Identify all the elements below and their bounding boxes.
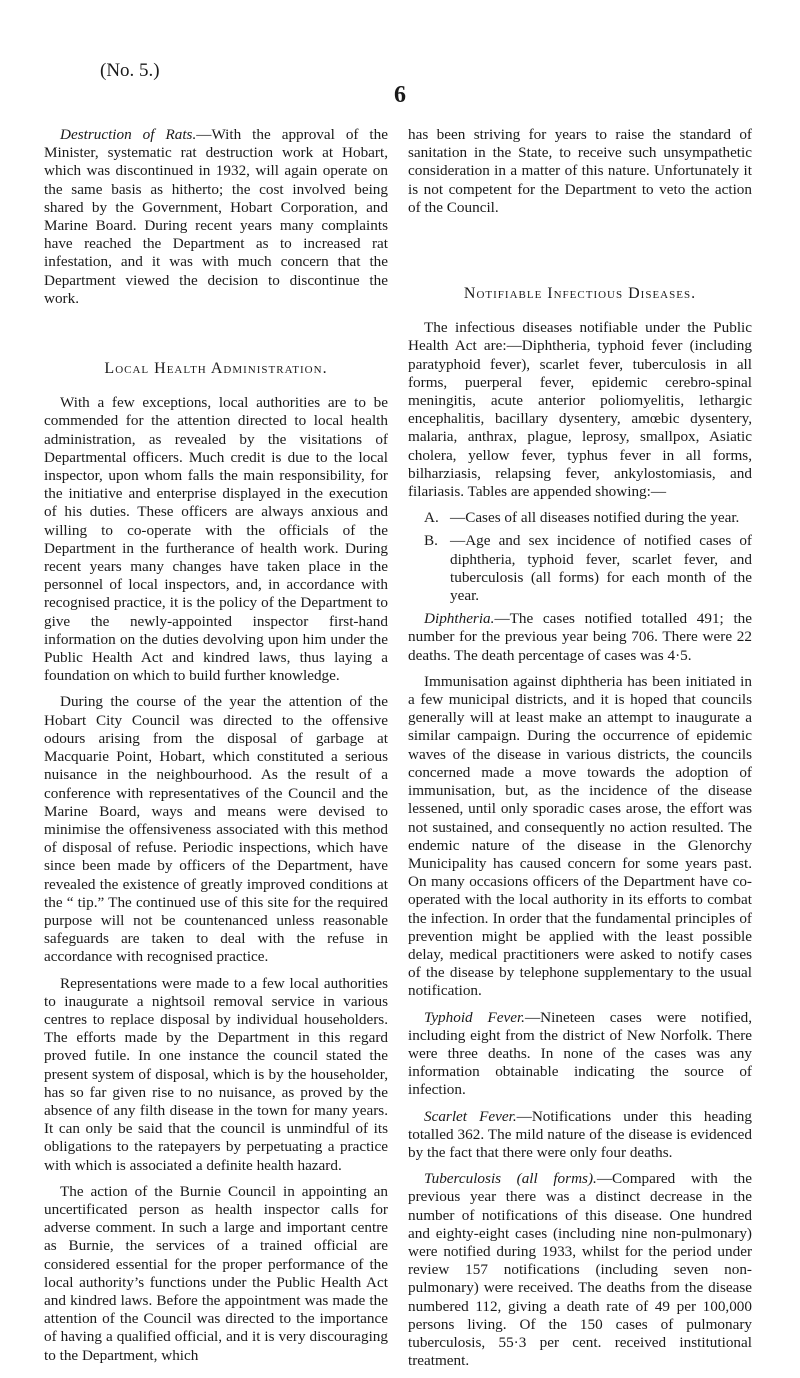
list-item — [424, 509, 752, 527]
paragraph-diphtheria — [408, 610, 752, 665]
paragraph: With a few exceptions, local authorities are to be commended for the attention directed to local health administration, as revealed by the visitations of Departmental officers. Much credit is due to the local inspector, upon whom falls the main responsibility, for the initiative and enterprise displayed in the execution of his duties. These officers are always anxious and willing to co-operate with the officials of the Department in the furtherance of health work. During recent years many changes have taken place in the personnel of local inspectors, and, in accordance with recognised practice, it is the policy of the Department to give the newly-appointed inspector first-hand information on the duties devolving upon him under the Public Health Act and kindred laws, thus laying a foundation on which to build further knowledge. — [44, 394, 388, 685]
run-in-heading: Diphtheria. — [424, 610, 495, 628]
paragraph-rat-destruction — [44, 126, 388, 308]
paragraph-scarlet-fever — [408, 1108, 752, 1163]
list-text: —Cases of all diseases notified during the year. — [450, 509, 740, 527]
left-column — [44, 126, 388, 1373]
list-text: —Age and sex incidence of notified cases of diphtheria, typhoid fever, scarlet fever, and tuberculosis (all forms) for each month of the year. — [450, 532, 752, 605]
section-heading-local-health: Local Health Administration. — [104, 360, 328, 378]
list-item — [424, 532, 752, 605]
right-column — [408, 126, 752, 1378]
paragraph-tuberculosis — [408, 1170, 752, 1370]
paragraph-typhoid — [408, 1009, 752, 1100]
page-number: 6 — [394, 82, 406, 108]
run-in-heading: Destruction of Rats. — [60, 126, 197, 143]
paragraph-text: —With the approval of the Minister, systematic rat destruction work at Hobart, which was discontinued in 1932, will again operate on the same basis as hitherto; the cost involved being shared by the Government, Hobart Corporation, and Marine Board. During recent years many complaints have reached the Department as to increased rat infestation, and it was with much concern that the Department viewed the decision to discontinue the work. — [44, 126, 388, 307]
paragraph: The infectious diseases notifiable under the Public Health Act are:—Diphtheria, typhoid fever (including paratyphoid fever), scarlet fever, tuberculosis in all forms, puerperal fever, epidemic cerebro-spinal meningitis, acute anterior poliomyelitis, lethargic encephalitis, bacillary dysentery, amœbic dysentery, malaria, anthrax, plague, leprosy, smallpox, Asiatic cholera, yellow fever, typhus fever in all forms, bilharziasis, relapsing fever, ankylostomiasis, and filariasis. Tables are appended showing:— — [408, 319, 752, 501]
paragraph-text: —Nineteen cases were notified, including eight from the district of New Norfolk. There were three deaths. In none of the cases was any information obtainable indicating the source of infection. — [408, 1008, 752, 1099]
paragraph: The action of the Burnie Council in appointing an uncertificated person as health inspector calls for adverse comment. In such a large and important centre as Burnie, the services of a trained official are considered essential for the proper performance of the local authority’s functions under the Public Health Act and kindred laws. Before the appointment was made the attention of the Council was directed to the importance of having a qualified official, and it is very discouraging to the Department, which — [44, 1182, 388, 1364]
list-marker: A. — [424, 509, 439, 527]
paragraph-text: —Notifications under this heading totalled 362. The mild nature of the disease is evidenced by the fact that there were only four deaths. — [408, 1107, 752, 1161]
run-in-heading: Typhoid Fever. — [424, 1008, 525, 1026]
list-marker: B. — [424, 532, 438, 550]
document-number: (No. 5.) — [100, 60, 160, 81]
run-in-heading: Scarlet Fever. — [424, 1107, 517, 1125]
paragraph: Representations were made to a few local authorities to inaugurate a nightsoil removal service in various centres to replace disposal by individual householders. The efforts made by the Department in this regard proved futile. In one instance the council stated the present system of disposal, which is by the householder, has so far given rise to no nuisance, as proved by the absence of any filth disease in the town for many years. It can only be said that the council is unmindful of its obligations to the ratepayers by perpetuating a practice with which is associated a definite health hazard. — [44, 974, 388, 1174]
run-in-heading: Tuberculosis (all forms). — [424, 1170, 597, 1188]
paragraph-text: —The cases notified totalled 491; the number for the previous year being 706. There were 22 deaths. The death percentage of cases was 4·5. — [408, 610, 752, 664]
paragraph: Immunisation against diphtheria has been initiated in a few municipal districts, and it is hoped that councils generally will at least make an attempt to inaugurate a similar campaign. During the occurrence of epidemic waves of the disease in various districts, the councils concerned made a move towards the adoption of immunisation, but, as the incidence of the disease lessened, until only sporadic cases arose, the effort was not sustained, and consequently no action resulted. The endemic nature of the disease in the Glenorchy Municipality has caused concern for some years past. On many occasions officers of the Department have co-operated with the local authority in its efforts to combat the infection. In order that the fundamental principles of prevention might be applied with the least possible delay, medical practitioners were asked to notify cases of the disease by telephone supplementary to the usual notification. — [408, 672, 752, 1000]
paragraph: During the course of the year the attention of the Hobart City Council was directed to the offensive odours arising from the disposal of garbage at Macquarie Point, Hobart, which constituted a serious nuisance in the neighbourhood. As the result of a conference with representatives of the Council and the Marine Board, ways and means were devised to minimise the offensiveness associated with this method of disposal of refuse. Periodic inspections, which have since been made by officers of the Department, have revealed the existence of greatly improved conditions at the “ tip.” The continued use of this site for the required purpose will not be countenanced unless reasonable safeguards are taken to deal with the refuse in accordance with recognised practice. — [44, 693, 388, 966]
section-heading-notifiable-diseases: Notifiable Infectious Diseases. — [463, 285, 697, 303]
paragraph-text: —Compared with the previous year there was a distinct decrease in the number of notifications of this disease. One hundred and eighty-eight cases (including nine non-pulmonary) were notified during 1933, whilst for the period under review 157 notifications (including seven non-pulmonary) were received. The deaths from the disease numbered 112, giving a death rate of 49 per 100,000 persons living. Of the 150 cases of pulmonary tuberculosis, 55·3 per cent. received institutional treatment. — [408, 1170, 752, 1370]
paragraph-continued: has been striving for years to raise the standard of sanitation in the State, to receive such unsympathetic consideration in a matter of this nature. Unfortunately it is not competent for the Department to veto the action of the Council. — [408, 126, 752, 216]
